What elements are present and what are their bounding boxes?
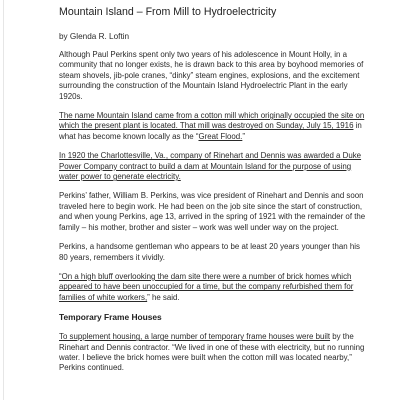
article-body-continued	[59, 332, 368, 374]
text-run: Although Paul Perkins spent only two years of his adolescence in Mount Holly, in a community that no longer exists, he is drawn back to this area by boyhood memories of steam shovels, jib-pole cranes, “dinky” steam engines, explosions, and the excitement surrounding the construction of the Mountain Island Hydroelectric Plant in the early 1920s.	[59, 50, 364, 101]
paragraph	[59, 242, 368, 263]
page-edge	[3, 0, 8, 400]
text-run: Perkins’ father, William B. Perkins, was vice president of Rinehart and Dennis and soon traveled here to begin work. He had been on the job site since the start of construction, and when young Perkins, age 13, arrived in the spring of 1921 with the remainder of the family – his mother, brother and sister – work was well under way on the project.	[59, 191, 366, 232]
text-run: ” he said.	[147, 292, 180, 302]
paragraph	[59, 151, 368, 182]
paragraph	[59, 50, 368, 102]
underlined-text: Great Flood.	[198, 131, 243, 141]
underlined-text: “On a high bluff overlooking the dam site there were a number of brick homes which appeared to have been unoccupied for a time, but the company refurbished them for families of white workers,	[59, 271, 354, 302]
text-run: Perkins, a handsome gentleman who appears to be at least 20 years younger than his 80 years, remembers it vividly.	[59, 242, 360, 262]
text-run: ”	[242, 131, 245, 141]
paragraph	[59, 332, 368, 374]
article-title: Mountain Island – From Mill to Hydroelectricity	[59, 6, 277, 18]
text-run: in what has become known locally as the “	[59, 121, 362, 141]
section-subheading: Temporary Frame Houses	[59, 312, 162, 323]
text-run: by the Rinehart and Dennis contractor. “We lived in one of these with electricity, but no running water. I believe the brick homes were built when the cotton mill was located nearby,” Perkins continued.	[59, 332, 365, 373]
paragraph	[59, 191, 368, 233]
byline: by Glenda R. Loftin	[59, 32, 130, 41]
paragraph	[59, 272, 368, 303]
underlined-text: The name Mountain Island came from a cotton mill which originally occupied the site on which the present plant is located. That mill was destroyed on Sunday, July 15, 1916	[59, 111, 365, 131]
article-body	[59, 50, 368, 303]
underlined-text: To supplement housing, a large number of temporary frame houses were built	[59, 332, 331, 342]
paragraph	[59, 111, 368, 142]
underlined-text: In 1920 the Charlottesville, Va., company of Rinehart and Dennis was awarded a Duke Power Company contract to build a dam at Mountain Island for the purpose of using water power to generate electricity.	[59, 151, 362, 182]
